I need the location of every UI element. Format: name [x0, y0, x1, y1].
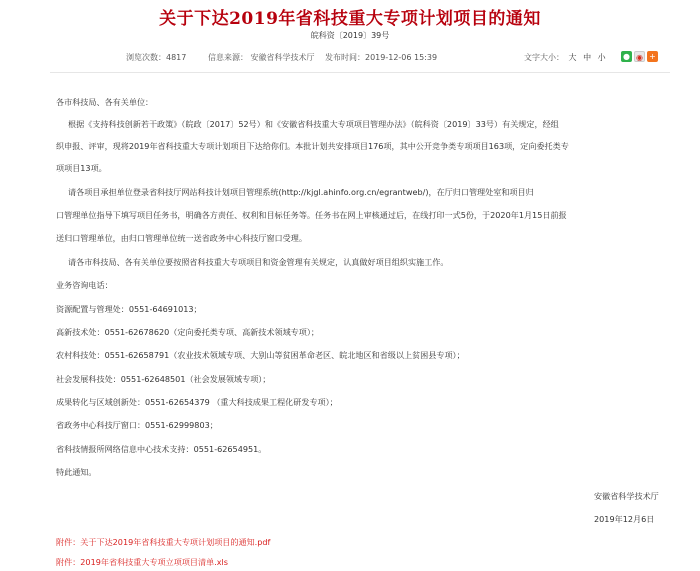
contact-item: 社会发展科技处：0551-62648501（社会发展领域专项）； [56, 374, 271, 384]
attachment-link[interactable]: 附件：关于下达2019年省科技重大专项计划项目的通知.pdf [56, 537, 271, 547]
publish-time: 发布时间：2019-12-06 15:39 [325, 53, 438, 62]
font-size-label: 文字大小： [524, 53, 564, 62]
font-size-switcher [524, 52, 608, 63]
attachment-link[interactable]: 附件：2019年省科技重大专项立项项目清单.xls [56, 557, 229, 567]
contact-item: 资源配置与管理处：0551-64691013； [56, 304, 202, 314]
paragraph-1-line-3: 项项目13项。 [56, 163, 107, 173]
paragraph-2-line-1: 请各项目承担单位登录省科技厅网站科技计划项目管理系统(http://kjgl.ahinfo.org.cn/egrantweb/)，在厅归口管理处室和项目归 [68, 187, 534, 197]
issue-date: 2019年12月6日 [594, 514, 655, 524]
paragraph-2-line-2: 口管理单位指导下填写项目任务书，明确各方责任、权利和目标任务等。任务书在网上审核通过后，在线打印一式5份，于2020年1月15日前报 [56, 210, 567, 220]
paragraph-3: 请各市科技局、各有关单位要按照省科技重大专项项目和资金管理有关规定，认真做好项目组织实施工作。 [68, 257, 449, 267]
contact-item: 省政务中心科技厅窗口：0551-62999803； [56, 420, 218, 430]
salutation: 各市科技局、各有关单位： [56, 97, 154, 107]
weibo-icon[interactable]: ◉ [634, 51, 645, 62]
divider [50, 72, 670, 73]
paragraph-1-line-2: 织申报、评审，现将2019年省科技重大专项计划项目下达给你们。本批计划共安排项目176项，其中公开竞争类专项项目163项，定向委托类专 [56, 141, 569, 151]
contact-title: 业务咨询电话： [56, 280, 113, 290]
closing: 特此通知。 [56, 467, 97, 477]
plus-icon[interactable]: + [647, 51, 658, 62]
contact-item: 省科技情报所网络信息中心技术支持：0551-62654951。 [56, 444, 267, 454]
page-title: 关于下达2019年省科技重大专项计划项目的通知 [159, 9, 541, 29]
signature: 安徽省科学技术厅 [594, 491, 659, 501]
info-source: 信息来源： 安徽省科学技术厅 [208, 53, 315, 62]
font-size-medium[interactable]: 中 [583, 53, 592, 62]
contact-item: 成果转化与区域创新处：0551-62654379 （重大科技成果工程化研发专项）； [56, 397, 338, 407]
share-bar [621, 51, 660, 63]
paragraph-2-line-3: 送归口管理单位，由归口管理单位统一送省政务中心科技厅窗口受理。 [56, 233, 307, 243]
article-meta [0, 52, 700, 66]
contact-item: 农村科技处：0551-62658791（农业技术领域专项、大别山等贫困革命老区、皖北地区和省级以上贫困县专项）； [56, 350, 465, 360]
view-count: 浏览次数：4817 [126, 53, 187, 62]
contact-item: 高新技术处：0551-62678620（定向委托类专项、高新技术领域专项）； [56, 327, 320, 337]
font-size-small[interactable]: 小 [597, 53, 606, 62]
document-number: 皖科资〔2019〕39号 [310, 31, 390, 40]
paragraph-1-line-1: 根据《支持科技创新若干政策》（皖政〔2017〕52号）和《安徽省科技重大专项项目管理办法》（皖科资〔2019〕33号）有关规定，经组 [68, 119, 559, 129]
wechat-icon[interactable]: ● [621, 51, 632, 62]
font-size-large[interactable]: 大 [568, 53, 577, 62]
